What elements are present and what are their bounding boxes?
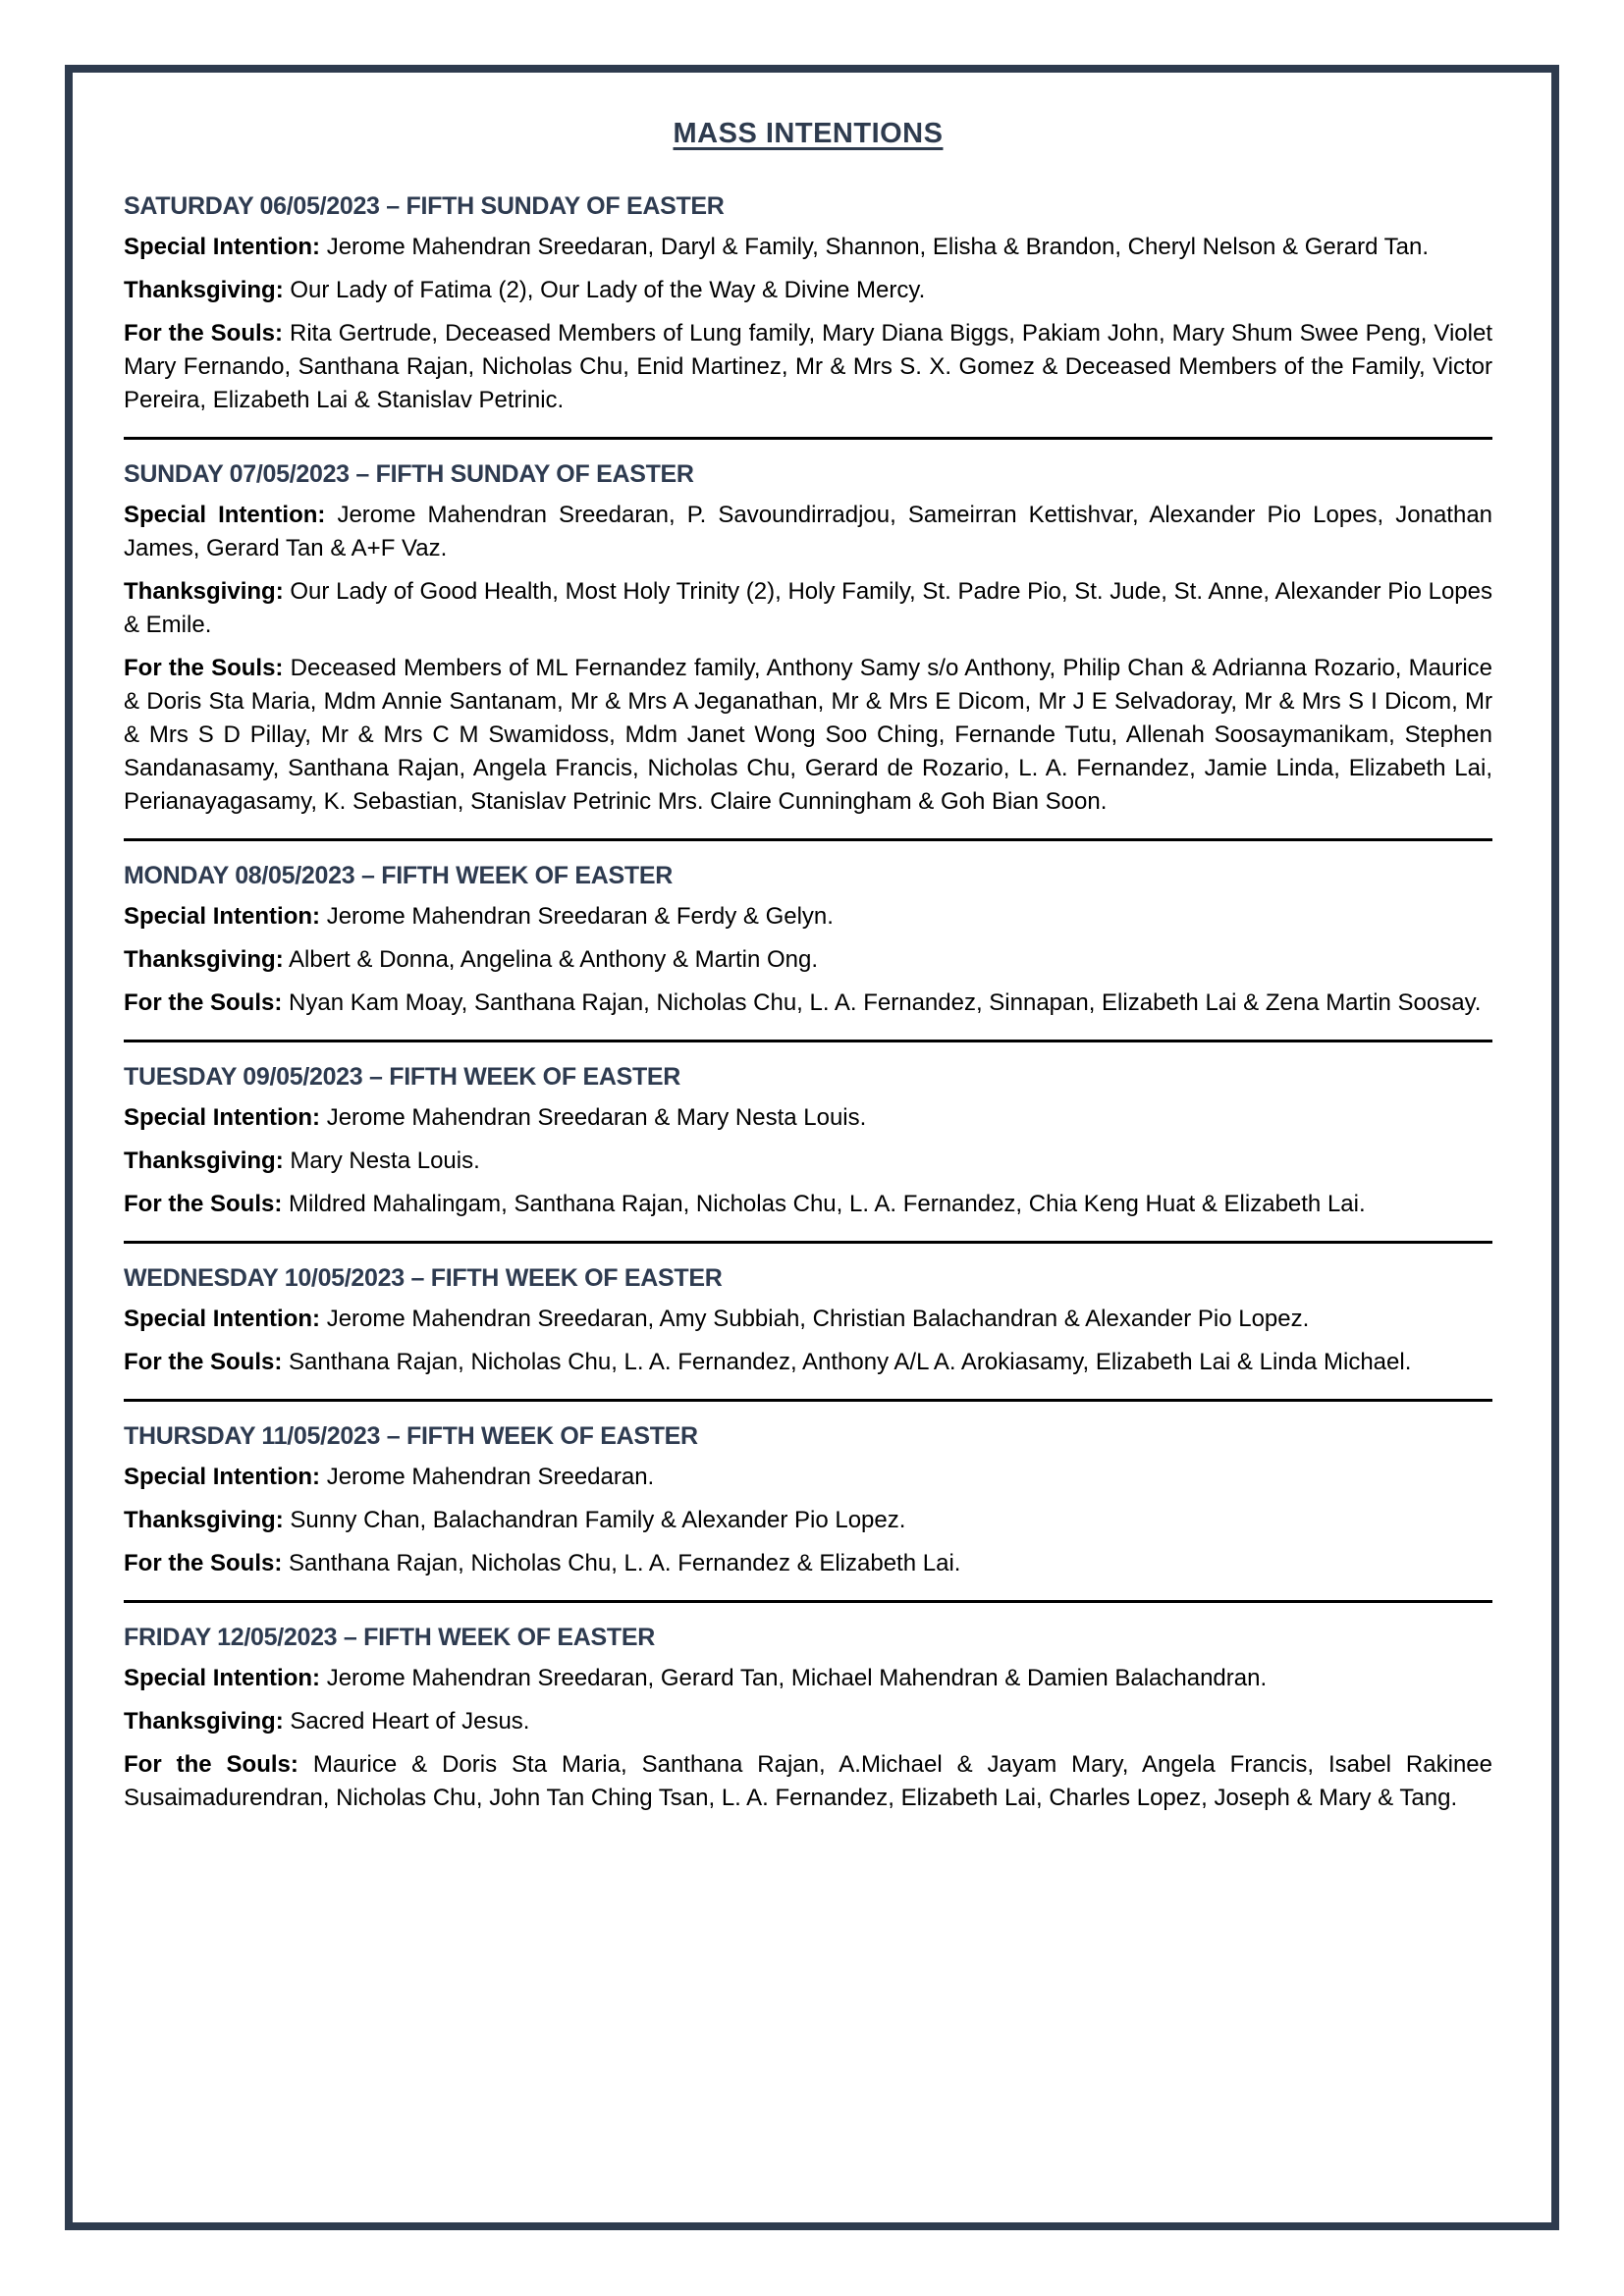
entry-text: Santhana Rajan, Nicholas Chu, L. A. Fernandez & Elizabeth Lai. [289,1550,961,1576]
entry-paragraph [124,1504,1492,1537]
entry-label: For the Souls: [124,320,283,347]
entry-paragraph [124,1748,1492,1815]
section-entries [124,231,1492,417]
entry-paragraph [124,499,1492,565]
entry-label: Special Intention: [124,1665,321,1691]
entry-paragraph [124,900,1492,934]
entry-text: Nyan Kam Moay, Santhana Rajan, Nicholas Chu, L. A. Fernandez, Sinnapan, Elizabeth Lai & Zena Martin Soosay. [289,989,1482,1016]
entry-label: Special Intention: [124,1306,321,1332]
section-heading: FRIDAY 12/05/2023 – FIFTH WEEK OF EASTER [124,1624,655,1651]
entry-paragraph [124,1145,1492,1178]
entry-paragraph [124,1547,1492,1580]
entry-paragraph [124,274,1492,307]
mass-intentions-section [124,1623,1492,1815]
entry-text: Our Lady of Good Health, Most Holy Trinity (2), Holy Family, St. Padre Pio, St. Jude, St. Anne, Alexander Pio Lopes & Emile. [124,578,1492,638]
entry-paragraph [124,1662,1492,1695]
section-heading: SATURDAY 06/05/2023 – FIFTH SUNDAY OF EASTER [124,192,725,220]
page-title: MASS INTENTIONS [673,118,944,149]
section-entries [124,1303,1492,1379]
entry-paragraph [124,943,1492,977]
entry-text: Jerome Mahendran Sreedaran. [326,1464,655,1490]
entry-paragraph [124,987,1492,1020]
mass-intentions-section [124,1421,1492,1580]
section-entries [124,900,1492,1020]
entry-text: Jerome Mahendran Sreedaran, P. Savoundirradjou, Sameirran Kettishvar, Alexander Pio Lopes, Jonathan James, Gerard Tan & A+F Vaz. [124,502,1493,561]
section-entries [124,1662,1492,1815]
section-entries [124,499,1492,819]
entry-label: For the Souls: [124,989,283,1016]
entry-label: Special Intention: [124,502,326,528]
entry-label: For the Souls: [124,1349,283,1375]
page-border-frame [65,65,1559,2230]
entry-label: Thanksgiving: [124,277,284,303]
section-heading: THURSDAY 11/05/2023 – FIFTH WEEK OF EASTER [124,1422,698,1450]
entry-paragraph [124,317,1492,417]
entry-text: Our Lady of Fatima (2), Our Lady of the Way & Divine Mercy. [290,277,926,303]
section-separator [124,1600,1492,1603]
entry-label: For the Souls: [124,1550,283,1576]
entry-paragraph [124,1705,1492,1738]
section-entries [124,1101,1492,1221]
entry-paragraph [124,575,1492,642]
entry-text: Jerome Mahendran Sreedaran, Amy Subbiah, Christian Balachandran & Alexander Pio Lopez. [326,1306,1310,1332]
entry-text: Santhana Rajan, Nicholas Chu, L. A. Fernandez, Anthony A/L A. Arokiasamy, Elizabeth Lai & Linda Michael. [289,1349,1412,1375]
section-separator [124,437,1492,440]
section-heading: SUNDAY 07/05/2023 – FIFTH SUNDAY OF EASTER [124,460,694,488]
section-heading: MONDAY 08/05/2023 – FIFTH WEEK OF EASTER [124,862,673,889]
entry-label: Thanksgiving: [124,578,284,605]
page-content [73,73,1551,1815]
entry-text: Jerome Mahendran Sreedaran & Ferdy & Gelyn. [326,903,834,930]
entry-label: For the Souls: [124,655,284,681]
section-separator [124,838,1492,841]
entry-text: Jerome Mahendran Sreedaran, Gerard Tan, Michael Mahendran & Damien Balachandran. [326,1665,1268,1691]
entry-text: Albert & Donna, Angelina & Anthony & Martin Ong. [289,946,819,973]
entry-text: Jerome Mahendran Sreedaran, Daryl & Family, Shannon, Elisha & Brandon, Cheryl Nelson & Gerard Tan. [326,234,1430,260]
section-heading: WEDNESDAY 10/05/2023 – FIFTH WEEK OF EASTER [124,1264,723,1292]
entry-paragraph [124,1461,1492,1494]
mass-intentions-section [124,191,1492,417]
section-separator [124,1040,1492,1042]
entry-text: Sacred Heart of Jesus. [290,1708,530,1735]
entry-label: For the Souls: [124,1751,298,1778]
sections [124,191,1492,1815]
mass-intentions-section [124,1263,1492,1379]
entry-paragraph [124,231,1492,264]
entry-text: Rita Gertrude, Deceased Members of Lung family, Mary Diana Biggs, Pakiam John, Mary Shum Swee Peng, Violet Mary Fernando, Santhana Rajan, Nicholas Chu, Enid Martinez, Mr & Mrs S. X. Gomez & Deceased Members of the Family, Victor Pereira, Elizabeth Lai & Stanislav Petrinic. [124,320,1492,413]
entry-text: Maurice & Doris Sta Maria, Santhana Rajan, A.Michael & Jayam Mary, Angela Francis, Isabel Rakinee Susaimadurendran, Nicholas Chu, John Tan Ching Tsan, L. A. Fernandez, Elizabeth Lai, Charles Lopez, Joseph & Mary & Tang. [124,1751,1492,1811]
mass-intentions-section [124,861,1492,1020]
entry-text: Sunny Chan, Balachandran Family & Alexander Pio Lopez. [290,1507,906,1533]
entry-label: Thanksgiving: [124,1148,284,1174]
mass-intentions-section [124,459,1492,819]
mass-intentions-section [124,1062,1492,1221]
section-heading: TUESDAY 09/05/2023 – FIFTH WEEK OF EASTER [124,1063,681,1091]
entry-text: Mary Nesta Louis. [290,1148,480,1174]
section-entries [124,1461,1492,1580]
entry-label: Special Intention: [124,234,321,260]
entry-text: Jerome Mahendran Sreedaran & Mary Nesta Louis. [326,1104,867,1131]
entry-label: For the Souls: [124,1191,283,1217]
section-separator [124,1241,1492,1244]
entry-label: Special Intention: [124,1464,321,1490]
entry-text: Deceased Members of ML Fernandez family, Anthony Samy s/o Anthony, Philip Chan & Adrianna Rozario, Maurice & Doris Sta Maria, Mdm Annie Santanam, Mr & Mrs A Jeganathan, Mr & Mrs E Dicom, Mr J E Selvadoray, Mr & Mrs S I Dicom, Mr & Mrs S D Pillay, Mr & Mrs C M Swamidoss, Mdm Janet Wong Soo Ching, Fernande Tutu, Allenah Soosaymanikam, Stephen Sandanasamy, Santhana Rajan, Angela Francis, Nicholas Chu, Gerard de Rozario, L. A. Fernandez, Jamie Linda, Elizabeth Lai, Perianayagasamy, K. Sebastian, Stanislav Petrinic Mrs. Claire Cunningham & Goh Bian Soon. [124,655,1492,815]
entry-paragraph [124,1188,1492,1221]
entry-label: Thanksgiving: [124,1708,284,1735]
entry-paragraph [124,1303,1492,1336]
entry-label: Special Intention: [124,903,321,930]
entry-paragraph [124,652,1492,819]
entry-label: Thanksgiving: [124,946,284,973]
entry-label: Thanksgiving: [124,1507,284,1533]
entry-text: Mildred Mahalingam, Santhana Rajan, Nicholas Chu, L. A. Fernandez, Chia Keng Huat & Elizabeth Lai. [289,1191,1366,1217]
entry-paragraph [124,1101,1492,1135]
entry-paragraph [124,1346,1492,1379]
section-separator [124,1399,1492,1402]
entry-label: Special Intention: [124,1104,321,1131]
